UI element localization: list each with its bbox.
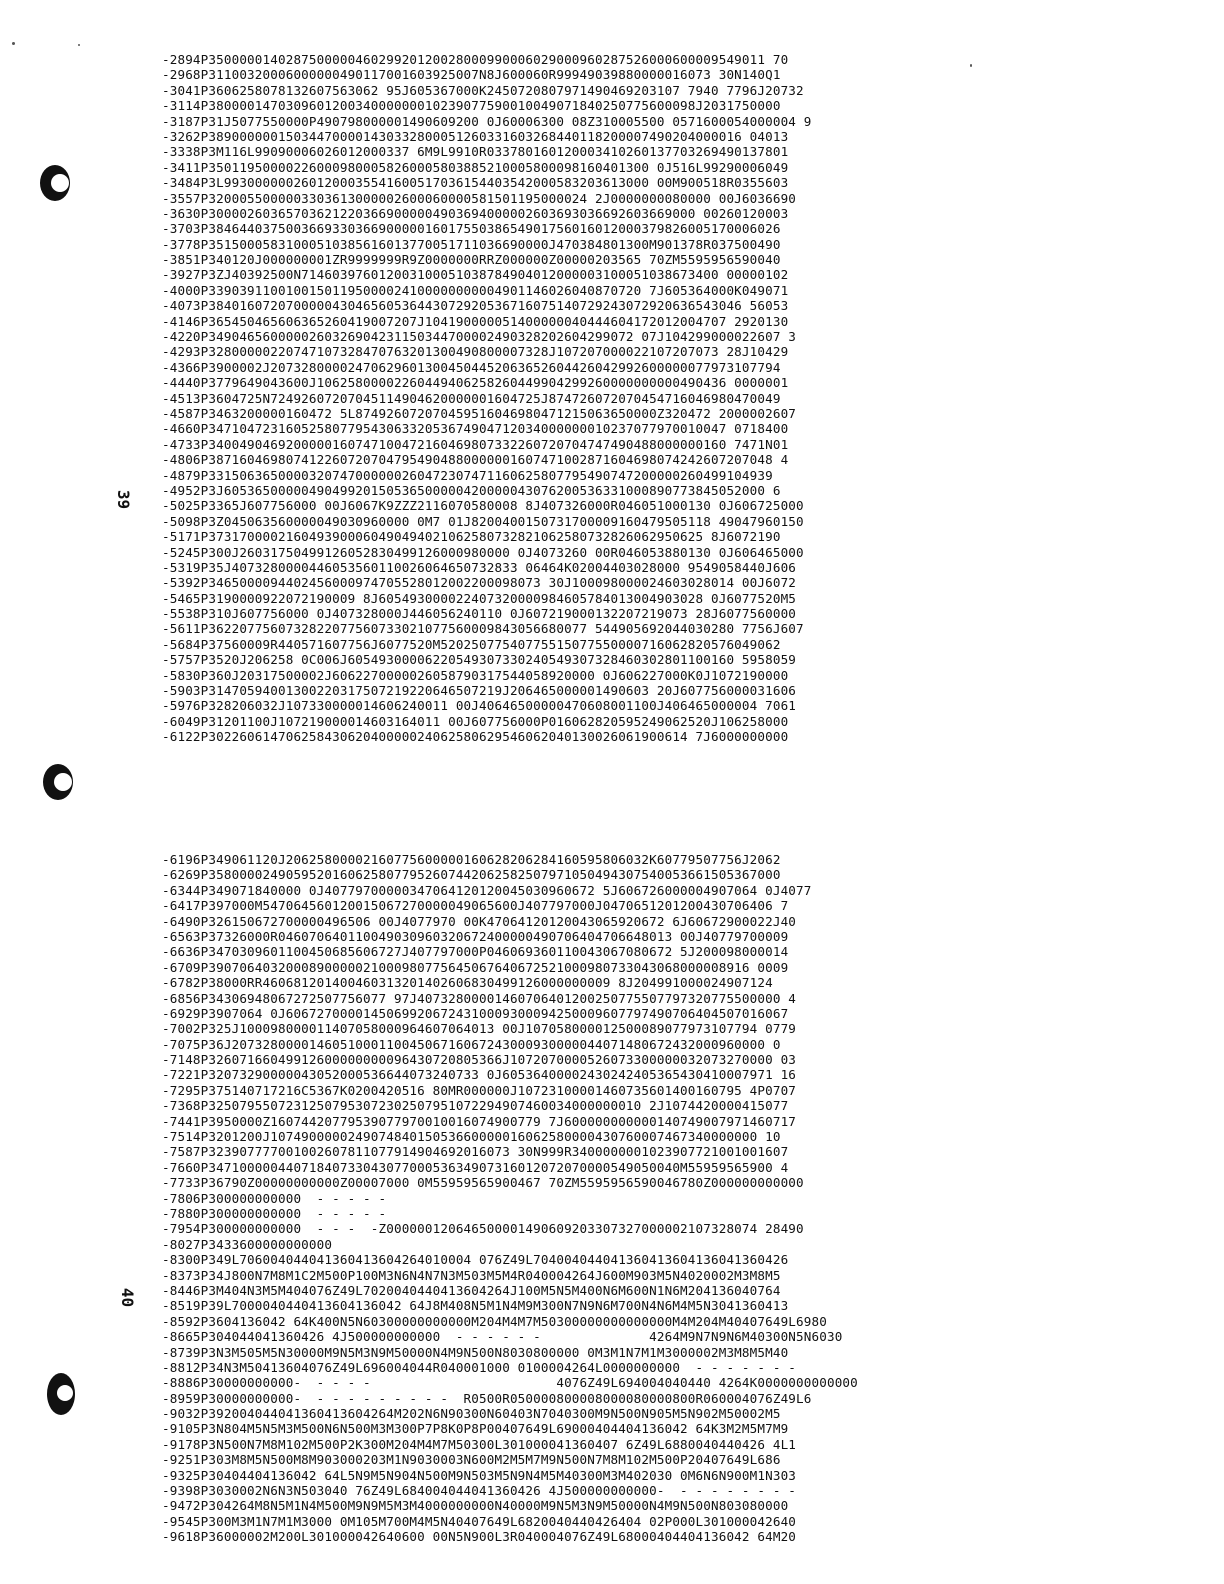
data-record-line: -5976P328206032J107330000014606240011 00J40646500000470608001100J406465000004 7061 (162, 698, 797, 714)
data-record-line: -9398P3030002N6N3N503040 76Z49L684004044041360426 4J500000000000- - - - - - - - - (162, 1483, 797, 1499)
binder-hole-bottom (47, 1373, 75, 1415)
data-record-line: -4952P3J6053650000049049920150536500000420000043076200536331000890773845052000 6 (162, 482, 781, 498)
data-listing-top (162, 52, 912, 745)
data-record-line: -6490P326150672700000496506 00J4077970 00K47064120120043065920672 6J60672900022J40 (162, 913, 797, 929)
data-record-line: -4879P3315063650000320747000000260472307471160625807795490747200000260499104939 (162, 467, 773, 483)
data-record-line: -8446P3M404N3M5M404076Z49L7020040440413604264J100M5N5M400N6M600N1N6M204136040764 (162, 1282, 781, 1298)
data-record-line: -3262P389000000150344700001430332800051260331603268440118200007490204000016 04013 (162, 128, 789, 144)
data-record-line: -7368P32507955072312507953072302507951072294907460034000000010 2J1074420000415077 (162, 1098, 789, 1114)
data-record-line: -4440P3779649043600J10625800002260449406258260449904299260000000000490436 0000001 (162, 375, 789, 391)
binder-hole-middle (43, 764, 73, 800)
binder-hole-top (40, 165, 70, 201)
data-record-line: -9178P3N500N7M8M102M500P2K300M204M4M7M50300L301000041360407 6Z49L6880040440426 4L1 (162, 1436, 797, 1452)
data-record-line: -7660P3471000004407184073304307700053634907316012072070000549050040M55959565900 4 (162, 1159, 789, 1175)
data-record-line: -5465P3190000922072190009 8J605493000022407320000984605784013004903028 0J6077520M5 (162, 590, 797, 606)
data-record-line: -5611P3622077560732822077560733021077560009843056680077 544905692044030280 7756J607 (162, 621, 804, 637)
data-record-line: -9472P304264M8N5M1N4M500M9N9M5M3M4000000000N40000M9N5M3N9M50000N4M9N500N803080000 (162, 1498, 789, 1514)
data-record-line: -6049P31201100J107219000014603164011 00J607756000P016062820595249062520J106258000 (162, 713, 789, 729)
data-record-line: -8886P30000000000- - - - - 4076Z49L694004040440 4264K0000000000000 (162, 1375, 858, 1391)
data-record-line: -7002P325J100098000011407058000964607064013 00J107058000012500089077973107794 0779 (162, 1021, 797, 1037)
data-record-line: -7954P300000000000 - - - -Z000000120646500001490609203307327000002107328074 28490 (162, 1221, 804, 1237)
data-record-line: -5171P3731700002160493900060490494021062580732821062580732826062950625 8J6072190 (162, 529, 781, 545)
data-record-line: -8812P34N3M50413604076Z49L696004044R040001000 0100004264L0000000000 - - - - - - - (162, 1359, 797, 1375)
data-record-line: -3557P3200055000003303613000002600060000581501195000024 2J0000000080000 00J6036690 (162, 190, 797, 206)
data-record-line: -4733P3400490469200000160747100472160469807332260720704747490488000000160 7471N01 (162, 436, 789, 452)
data-record-line: -4587P3463200000160472 5L874926072070459516046980471215063650000Z320472 2000002607 (162, 405, 797, 421)
data-record-line: -8373P34J800N7M8M1C2M500P100M3N6N4N7N3M503M5M4R040004264J600M903M5N4020002M3M8M5 (162, 1267, 781, 1283)
data-record-line: -6563P37326000R046070640110049030960320672400000490706404706648013 00J40779700009 (162, 928, 789, 944)
data-record-line: -8739P3N3M505M5N30000M9N5M3N9M50000N4M9N500N8030800000 0M3M1N7M1M3000002M3M8M5M40 (162, 1344, 789, 1360)
data-listing-bottom (162, 852, 912, 1545)
data-record-line: -6196P349061120J20625800002160775600000160628206284160595806032K60779507756J2062 (162, 852, 781, 867)
data-record-line: -3114P380000147030960120034000000010239077590010049071840250775600098J2031750000 (162, 98, 781, 114)
data-record-line: -4660P3471047231605258077954306332053674904712034000000010237077970010047 0718400 (162, 421, 789, 437)
data-record-line: -5319P35J4073280000446053560110026064650732833 06464K02004403028000 9549058440J606 (162, 559, 797, 575)
data-record-line: -6636P3470309601100450685606727J407797000P046069360110043067080672 5J200098000014 (162, 944, 789, 960)
data-record-line: -4366P3900002J207328000024706296013004504452063652604426042992600000077973107794 (162, 359, 781, 375)
data-record-line: -5830P360J20317500002J6062270000026058790317544058920000 0J606227000K0J1072190000 (162, 667, 789, 683)
data-record-line: -9618P36000002M200L301000042640600 00N5N900L3R040004076Z49L68000404404136042 64M20 (162, 1529, 797, 1545)
data-record-line: -7075P36J207328000014605100011004506716067243000930000044071480672432000960000 0 (162, 1036, 781, 1052)
data-record-line: -7733P36790Z00000000000Z00007000 0M55959565900467 70ZM5595956590046780Z000000000000 (162, 1175, 804, 1191)
data-record-line: -7441P3950000Z16074420779539077970010016074900779 7J600000000000140749007971460717 (162, 1113, 797, 1129)
data-record-line: -6856P34306948067272507756077 97J40732800001460706401200250775507797320775500000 4 (162, 990, 797, 1006)
data-record-line: -4146P365450465606365260419007207J104190000051400000040444604172012004707 2920130 (162, 313, 789, 329)
data-record-line: -3778P35150005831000510385616013770051711036690000J470384801300M901378R037500490 (162, 236, 781, 252)
data-record-line: -6709P3907064032000890000021000980775645067640672521000980733043068000008916 0009 (162, 959, 789, 975)
data-record-line: -8519P39L7000040440413604136042 64J8M408N5M1N4M9M300N7N9N6M700N4N6M4M5N3041360413 (162, 1298, 789, 1314)
scan-speck (970, 64, 972, 67)
data-record-line: -7587P323907777001002607811077914904692016073 30N999R3400000001023907721001001607 (162, 1144, 789, 1160)
data-record-line: -7806P300000000000 - - - - - (162, 1190, 387, 1206)
scan-speck (78, 44, 80, 46)
data-record-line: -2968P31100320006000000490117001603925007N8J600060R99949039880000016073 30N140Q1 (162, 67, 781, 83)
data-record-line: -4513P3604725N72492607207045114904620000001604725J874726072070454716046980470049 (162, 390, 781, 406)
data-record-line: -3851P340120J000000001ZR9999999R9Z0000000RRZ000000Z00000203565 70ZM5595956590040 (162, 252, 781, 268)
data-record-line: -3630P300002603657036212203669000004903694000002603693036692603669000 00260120003 (162, 205, 789, 221)
data-record-line: -5684P37560009R440571607756J6077520M52025077540775515077550000716062820576049062 (162, 636, 781, 652)
data-record-line: -4220P3490465600000260326904231150344700002490328202604299072 07J104299000022607 3 (162, 329, 797, 345)
data-record-line: -4073P384016072070000043046560536443072920536716075140729243072920636543046 56053 (162, 298, 789, 314)
data-record-line: -3338P3M116L99090006026012000337 6M9L9910R033780160120003410260137703269490137801 (162, 144, 789, 160)
data-record-line: -3187P31J5077550000P490798000001490609200 0J60006300 08Z310005500 0571600054000004 9 (162, 113, 812, 129)
page-number-40: 40 (118, 1287, 138, 1308)
data-record-line: -4000P33903911001001501195000024100000000004901146026040870720 7J605364000K049071 (162, 282, 789, 298)
data-record-line: -9545P300M3M1N7M1M3000 0M105M700M4M5N40407649L6820040440426404 02P000L301000042640 (162, 1513, 797, 1529)
data-record-line: -5025P3365J607756000 00J6067K9ZZZ2116070580008 8J407326000R046051000130 0J606725000 (162, 498, 804, 514)
data-record-line: -5392P3465000094402456000974705528012002200098073 30J100098000024603028014 00J6072 (162, 575, 797, 591)
data-record-line: -7295P375140717216C5367K0200420516 80MR000000J10723100001460735601400160795 4P0707 (162, 1082, 797, 1098)
data-record-line: -7514P3201200J107490000024907484015053660000016062580000430760007467340000000 10 (162, 1129, 781, 1145)
data-record-line: -6417P397000M547064560120015067270000049065600J407797000J0470651201200430706406 7 (162, 898, 789, 914)
data-record-line: -3927P3ZJ40392500N714603976012003100051038784904012000003100051038673400 00000102 (162, 267, 789, 283)
data-record-line: -8027P3433600000000000 (162, 1236, 333, 1252)
data-record-line: -3041P3606258078132607563062 95J605367000K2450720807971490469203107 7940 7796J20732 (162, 82, 804, 98)
data-record-line: -8959P30000000000- - - - - - - - - - R0500R050000800008000080000800R060004076Z49L6 (162, 1390, 812, 1406)
data-record-line: -3703P38464403750036693303669000001601755038654901756016012000379826005170006026 (162, 221, 781, 237)
data-record-line: -7880P300000000000 - - - - - (162, 1205, 387, 1221)
data-record-line: -8665P304044041360426 4J500000000000 - - - - - - 4264M9N7N9N6M40300N5N6030 (162, 1329, 843, 1345)
data-record-line: -7221P32073290000043052000536644073240733 0J60536400002430242405365430410007971 16 (162, 1067, 797, 1083)
data-record-line: -9032P392004044041360413604264M202N6N90300N60403N7040300M9N500N905M5N902M50002M5 (162, 1406, 781, 1422)
scan-speck (12, 42, 15, 45)
data-record-line: -5757P3520J206258 0C006J60549300006220549307330240549307328460302801100160 5958059 (162, 652, 797, 668)
data-record-line: -9325P30404404136042 64L5N9M5N904N500M9N503M5N9N4M5M40300M3M402030 0M6N6N900M1N303 (162, 1467, 797, 1483)
data-record-line: -6344P349071840000 0J40779700000347064120120045030960672 5J606726000004907064 0J4077 (162, 882, 812, 898)
data-record-line: -4293P32800000220747107328470763201300490800007328J107207000022107207073 28J10429 (162, 344, 789, 360)
data-record-line: -5098P3Z045063560000049030960000 0M7 01J8200400150731700009160479505118 49047960150 (162, 513, 804, 529)
data-record-line: -2894P350000014028750000046029920120028000990006029000960287526000600009549011 70 (162, 52, 789, 67)
data-record-line: -8592P3604136042 64K400N5N60300000000000M204M4M7M50300000000000000M4M204M40407649L6980 (162, 1313, 827, 1329)
data-record-line: -6782P38000RR460681201400460313201402606830499126000000009 8J204991000024907124 (162, 975, 773, 991)
data-record-line: -5245P300J26031750499126052830499126000980000 0J4073260 00R046053880130 0J606465000 (162, 544, 804, 560)
data-record-line: -8300P349L706004044041360413604264010004 076Z49L704004044041360413604136041360426 (162, 1252, 789, 1268)
data-record-line: -9251P303M8M5N500M8M903000203M1N9030003N600M2M5M7M9N500N7M8M102M500P20407649L686 (162, 1452, 781, 1468)
data-record-line: -7148P32607166049912600000000096430720805366J1072070000526073300000032073270000 03 (162, 1052, 797, 1068)
data-record-line: -5903P31470594001300220317507219220646507219J206465000001490603 20J607756000031606 (162, 683, 797, 699)
data-record-line: -9105P3N804M5N5M3M500N6N500M3M300P7P8K0P8P00407649L69000404404136042 64K3M2M5M7M9 (162, 1421, 789, 1437)
data-record-line: -3411P350119500002260009800058260005803885210005800098160401300 0J516L99290006049 (162, 159, 789, 175)
page-number-39: 39 (114, 489, 134, 510)
data-record-line: -6269P35800002490595201606258077952607442062582507971050494307540053661505367000 (162, 867, 781, 883)
data-record-line: -6929P3907064 0J60672700001450699206724310009300094250009607797490706404507016067 (162, 1005, 789, 1021)
data-record-line: -6122P30226061470625843062040000024062580629546062040130026061900614 7J6000000000 (162, 729, 789, 745)
data-record-line: -5538P310J607756000 0J407328000J446056240110 0J607219000132207219073 28J6077560000 (162, 606, 797, 622)
data-record-line: -3484P3L9930000002601200035541600517036154403542000583203613000 00M900518R0355603 (162, 175, 789, 191)
data-record-line: -4806P3871604698074122607207047954904880000001607471002871604698074242607207048 4 (162, 452, 789, 468)
